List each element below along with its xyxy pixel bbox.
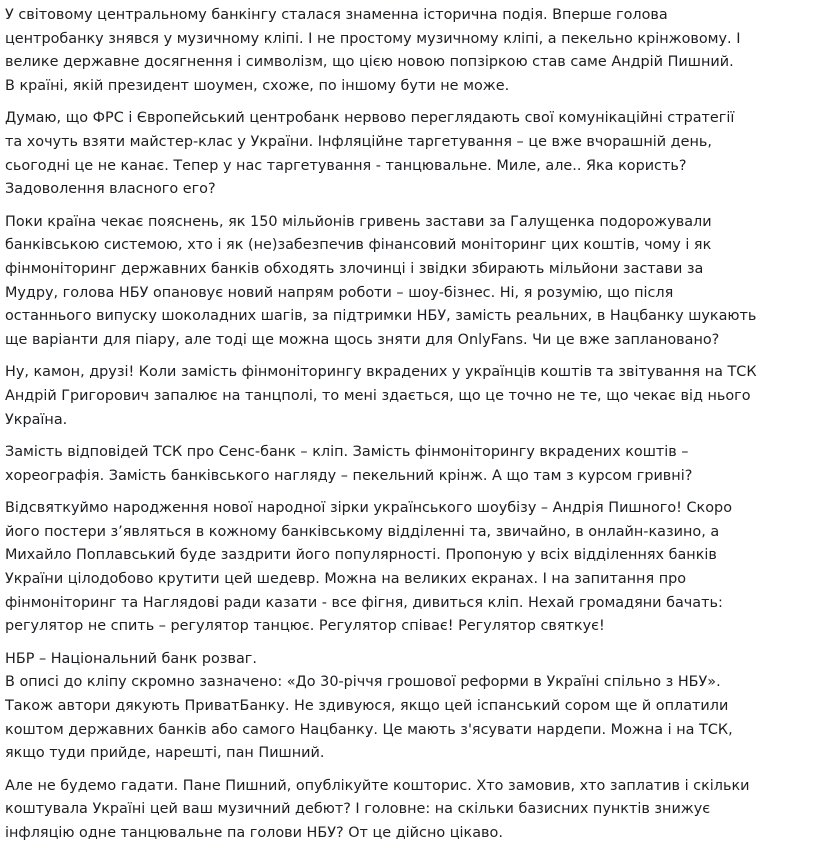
text-line: ще варіанти для піару, але тоді ще можна щось зняти для OnlyFans. Чи це вже заплановано? — [5, 331, 720, 348]
text-line: Україна. — [5, 411, 68, 428]
paragraph-5 — [5, 441, 801, 488]
text-line: Михайло Поплавський буде заздрити його популярності. Пропоную у всіх відділеннях банків — [5, 547, 717, 564]
text-line: якщо туди прийде, нарешті, пан Пишний. — [5, 745, 325, 762]
text-line: фінмоніторинг державних банків обходять злочинці і звідки збирають мільйони застави за — [5, 260, 704, 277]
text-line: В описі до кліпу скромно зазначено: «До 30-річчя грошової реформи в Україні спільно з НБУ». — [5, 674, 721, 691]
text-line: Думаю, що ФРС і Європейський центробанк нервово переглядають свої комунікаційні стратегії — [5, 110, 735, 127]
text-line: хореографія. Замість банківського нагляду – пекельний крінж. А що там з курсом гривні? — [5, 467, 693, 484]
text-line: Мудру, голова НБУ опановує новий напрям роботи – шоу-бізнес. Ні, я розумію, що після — [5, 284, 674, 301]
text-line: регулятор не спить – регулятор танцює. Регулятор співає! Регулятор святкує! — [5, 618, 605, 635]
text-line: Задоволення власного его? — [5, 181, 216, 198]
text-line: Андрій Григорович запалює на танцполі, то мені здається, що це точно не те, що чекає від нього — [5, 387, 751, 404]
text-line: фінмоніторинг та Наглядові ради казати - все фігня, дивиться кліп. Нехай громадяни бачать: — [5, 594, 723, 611]
text-line: Замість відповідей ТСК про Сенс-банк – кліп. Замість фінмоніторингу вкрадених коштів – — [5, 444, 689, 461]
text-line: сьогодні це не канає. Тепер у нас таргетування - танцювальне. Миле, але.. Яка користь? — [5, 157, 687, 174]
paragraph-2 — [5, 107, 801, 201]
text-line: коштом державних банків або самого Нацбанку. Це мають з'ясувати нардепи. Можна і на ТСК, — [5, 721, 733, 738]
text-line: Також автори дякують ПриватБанку. Не здивуюся, якщо цей іспанський сором ще й оплатили — [5, 698, 729, 715]
paragraph-4 — [5, 361, 801, 432]
paragraph-8 — [5, 775, 801, 846]
text-line: банківською системою, хто і як (не)забезпечив фінансовий моніторинг цих коштів, чому і як — [5, 237, 712, 254]
text-line: НБР – Національний банк розваг. — [5, 650, 257, 667]
text-line: останнього випуску шоколадних шагів, за підтримки НБУ, замість реальних, в Нацбанку шукають — [5, 308, 757, 325]
paragraph-7 — [5, 648, 801, 766]
text-line: Відсвяткуймо народження нової народної зірки українського шоубізу – Андрія Пишного! Скоро — [5, 500, 732, 517]
text-line: та хочуть взяти майстер-клас у України. Інфляційне таргетування – це вже вчорашній день, — [5, 133, 712, 150]
text-line: велике державне досягнення і символізм, що цією новою попзіркою став саме Андрій Пишний. — [5, 54, 734, 71]
paragraph-1 — [5, 4, 801, 98]
text-line: центробанку знявся у музичному кліпі. І не простому музичному кліпі, а пекельно крінжовому. І — [5, 30, 741, 47]
paragraph-3 — [5, 211, 801, 353]
text-line: інфляцію одне танцювальне па голови НБУ? От це дійсно цікаво. — [5, 825, 503, 841]
text-line: Поки країна чекає пояснень, як 150 мільйонів гривень застави за Галущенка подорожували — [5, 213, 712, 230]
text-line: України цілодобово крутити цей шедевр. Можна на великих екранах. І на запитання про — [5, 571, 687, 588]
text-line: коштувала Україні цей ваш музичний дебют? І головне: на скільки базисних пунктів знижує — [5, 801, 711, 818]
text-line: У світовому центральному банкінгу сталася знаменна історична подія. Вперше голова — [5, 7, 668, 23]
paragraph-6 — [5, 497, 801, 639]
text-line: Ну, камон, друзі! Коли замість фінмоніторингу вкрадених у українців коштів та звітування на ТСК — [5, 364, 757, 381]
text-line: його постери з’являться в кожному банківському відділенні та, звичайно, в онлайн-казино, а — [5, 523, 720, 540]
text-line: Але не будемо гадати. Пане Пишний, опублікуйте кошторис. Хто замовив, хто заплатив і скільки — [5, 777, 750, 794]
text-line: В країні, якій президент шоумен, схоже, по іншому бути не може. — [5, 77, 510, 94]
